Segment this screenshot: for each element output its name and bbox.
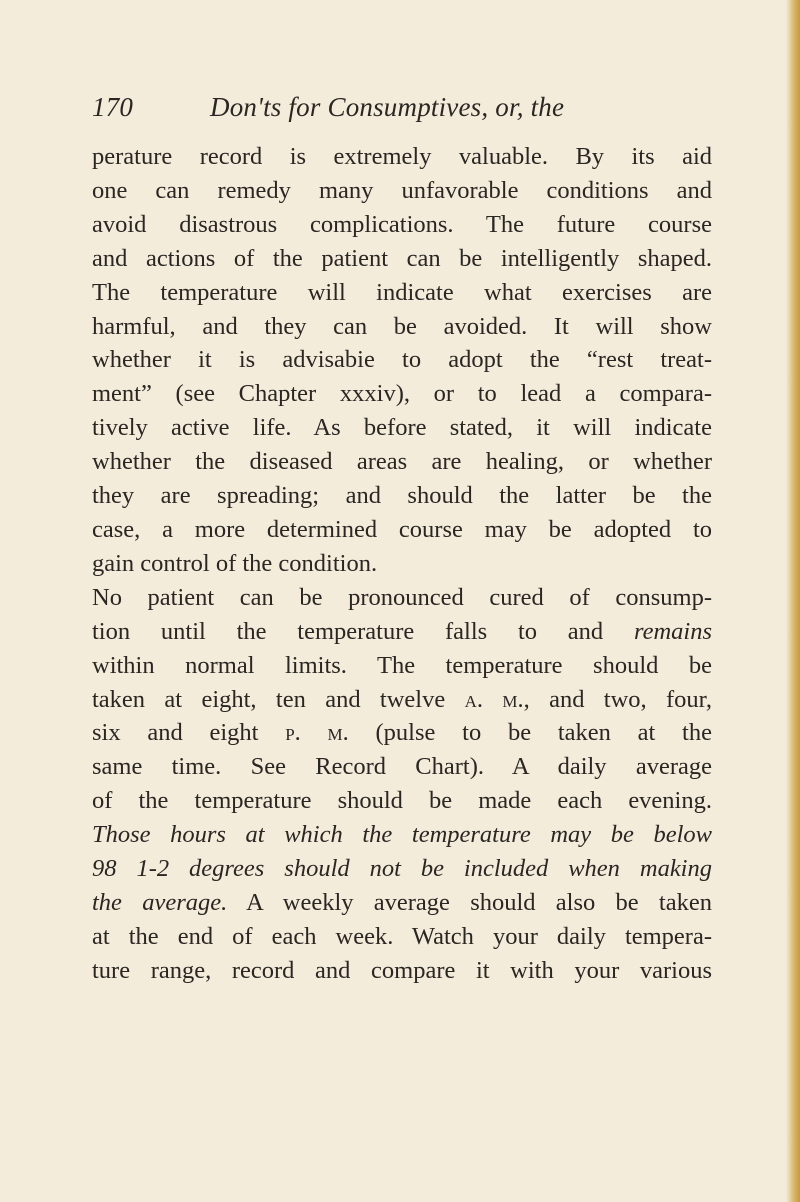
text-line [92, 208, 712, 242]
text-run: at the end of each week. Watch your daily tempera- [92, 922, 712, 950]
text-run: same time. See Record Chart). A daily average [92, 753, 712, 781]
text-run: Those hours at which the temperature may be below [92, 821, 712, 849]
text-run: taken at eight, ten and twelve [92, 685, 465, 713]
text-run: No patient can be pronounced cured of consump- [92, 583, 712, 611]
paragraph [92, 581, 712, 988]
text-line [92, 818, 712, 852]
text-line [92, 174, 712, 208]
text-run: p. m. [285, 719, 349, 747]
text-run: harmful, and they can be avoided. It will show [92, 312, 712, 340]
text-line [92, 954, 712, 988]
text-run: case, a more determined course may be adopted to [92, 515, 712, 543]
text-run: whether it is advisabie to adopt the “rest treat- [92, 346, 712, 374]
text-line [92, 920, 712, 954]
page-number: 170 [92, 92, 134, 122]
text-line [92, 852, 712, 886]
page-edge [786, 0, 800, 1202]
text-line [92, 276, 712, 310]
running-title: Don'ts for Consumptives, or, the [210, 92, 565, 122]
text-line [92, 411, 712, 445]
text-line [92, 581, 712, 615]
text-line [92, 784, 712, 818]
text-line [92, 242, 712, 276]
text-line [92, 513, 712, 547]
text-run: and actions of the patient can be intelligently shaped. [92, 244, 712, 272]
text-line [92, 479, 712, 513]
text-run: , and two, four, [523, 685, 712, 713]
text-line [92, 886, 712, 920]
text-run: the average. [92, 888, 228, 916]
text-line [92, 343, 712, 377]
text-run: remains [633, 617, 712, 645]
text-line [92, 615, 712, 649]
text-run: within normal limits. The temperature should be [92, 651, 712, 679]
body-text [92, 140, 712, 988]
text-run: one can remedy many unfavorable conditions and [92, 176, 712, 204]
text-run: six and eight [92, 719, 286, 747]
text-run: A weekly average should also be taken [227, 888, 712, 916]
text-run: perature record is extremely valuable. By its aid [92, 143, 712, 170]
text-line [92, 140, 712, 174]
text-run: of the temperature should be made each evening. [92, 787, 712, 815]
text-run: tion until the temperature falls to and [92, 617, 634, 645]
text-run: (pulse to be taken at the [348, 719, 712, 747]
text-line [92, 716, 712, 750]
text-run: ture range, record and compare it with your various [92, 956, 712, 984]
text-line [92, 547, 712, 581]
text-run: avoid disastrous complications. The future course [92, 210, 712, 238]
text-run: gain control of the condition. [92, 549, 378, 577]
paragraph [92, 140, 712, 581]
text-line [92, 683, 712, 717]
text-line [92, 750, 712, 784]
text-line [92, 310, 712, 344]
text-run: a. m. [464, 685, 524, 713]
text-run: they are spreading; and should the latter be the [92, 482, 712, 510]
text-line [92, 649, 712, 683]
text-line [92, 377, 712, 411]
text-run: tively active life. As before stated, it will indicate [92, 414, 712, 442]
text-run: The temperature will indicate what exercises are [92, 278, 712, 306]
text-run: whether the diseased areas are healing, or whether [92, 448, 712, 476]
text-run: 98 1-2 degrees should not be included when making [92, 855, 712, 883]
text-run: ment” (see Chapter xxxiv), or to lead a compara- [92, 380, 712, 408]
text-line [92, 445, 712, 479]
running-head [92, 92, 712, 123]
